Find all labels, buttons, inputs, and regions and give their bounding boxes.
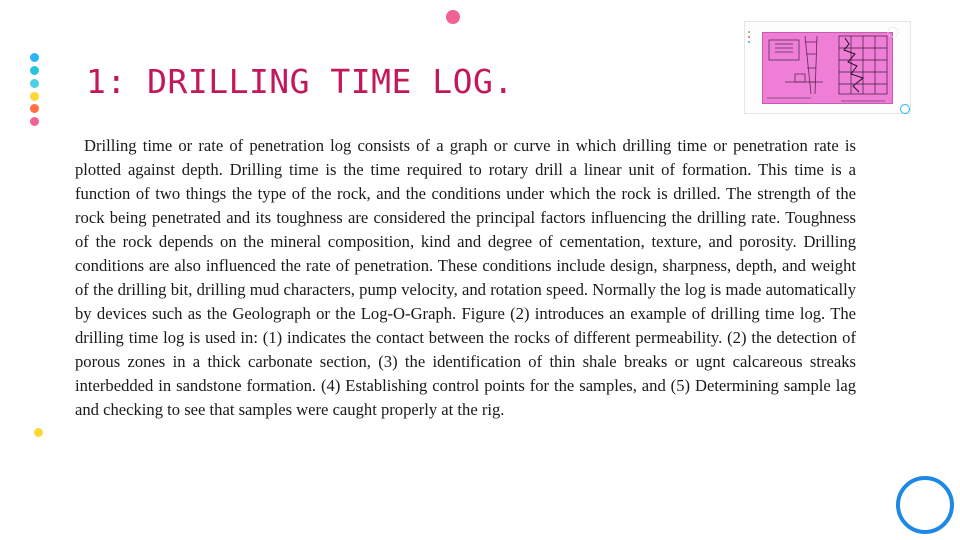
- left-dot-orange: [30, 104, 39, 113]
- large-ring-decoration: [896, 476, 954, 534]
- drilling-log-sketch: [745, 22, 912, 115]
- top-pink-dot: [446, 10, 460, 24]
- figure-thumbnail: [744, 21, 911, 114]
- slide-title: 1: DRILLING TIME LOG.: [86, 62, 514, 101]
- left-dot-pink: [30, 117, 39, 126]
- lower-yellow-dot: [34, 428, 43, 437]
- left-dot-blue: [30, 53, 39, 62]
- left-dot-cyan: [30, 66, 39, 75]
- small-ring-decoration: [900, 104, 910, 114]
- left-dot-yellow: [30, 92, 39, 101]
- slide-paragraph: Drilling time or rate of penetration log consists of a graph or curve in which drilling time or penetration rate is plotted against depth. Drilling time is the time required to rotary drill a linear unit of formation. This time is a function of two things the type of the rock, and the conditions under which the rock is drilled. The strength of the rock being penetrated and its toughness are considered the principal factors influencing the drilling rate. Toughness of the rock depends on the mineral composition, kind and degree of cementation, texture, and porosity. Drilling conditions are also influenced the rate of penetration. These conditions include design, sharpness, depth, and weight of the drilling bit, drilling mud characters, pump velocity, and rotation speed. Normally the log is made automatically by devices such as the Geolograph or the Log-O-Graph. Figure (2) introduces an example of drilling time log. The drilling time log is used in: (1) indicates the contact between the rocks of different permeability. (2) the detection of porous zones in a thick carbonate section, (3) the identification of thin shale breaks or ugnt calcareous streaks interbedded in sandstone formation. (4) Establishing control points for the samples, and (5) Determining sample lag and checking to see that samples were caught properly at the rig.: [75, 136, 856, 419]
- left-dot-light-cyan: [30, 79, 39, 88]
